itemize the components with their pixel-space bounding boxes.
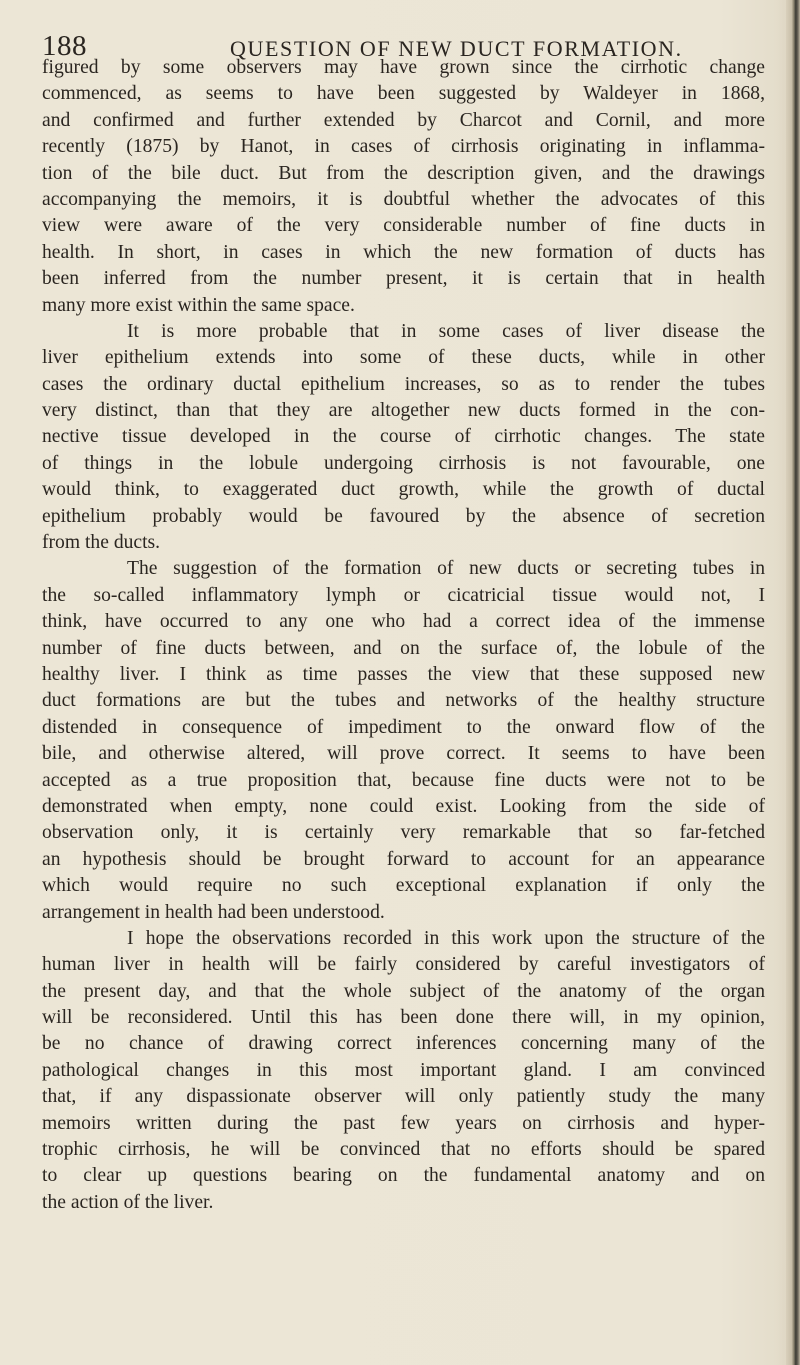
text-line: memoirs written during the past few years on cirrhosis and hyper- [42,1112,765,1134]
text-line: epithelium probably would be favoured by the absence of secretion [42,505,765,527]
paragraph [42,926,765,1216]
text-line: The suggestion of the formation of new ducts or secreting tubes in [127,558,765,580]
text-line: which would require no such exceptional explanation if only the [42,875,765,897]
text-line: tion of the bile duct. But from the description given, and the drawings [42,162,765,184]
text-line: It is more probable that in some cases of liver disease the [127,320,765,342]
book-gutter [786,0,800,1365]
body-text [42,55,765,1216]
text-line: bile, and otherwise altered, will prove correct. It seems to have been [42,743,765,765]
text-line: would think, to exaggerated duct growth, while the growth of ductal [42,479,765,501]
text-line: been inferred from the number present, it is certain that in health [42,268,765,290]
text-line: accompanying the memoirs, it is doubtful whether the advocates of this [42,188,765,210]
text-line: many more exist within the same space. [42,294,355,316]
text-line: and confirmed and further extended by Charcot and Cornil, and more [42,109,765,131]
text-line: very distinct, than that they are altogether new ducts formed in the con- [42,400,765,422]
text-line: think, have occurred to any one who had a correct idea of the immense [42,611,765,633]
text-line: liver epithelium extends into some of these ducts, while in other [42,347,765,369]
text-line: demonstrated when empty, none could exist. Looking from the side of [42,795,765,817]
text-line: number of fine ducts between, and on the surface of, the lobule of the [42,637,765,659]
text-line: arrangement in health had been understood. [42,901,385,923]
text-line: of things in the lobule undergoing cirrhosis is not favourable, one [42,452,765,474]
running-title: QUESTION OF NEW DUCT FORMATION. [230,36,683,61]
text-line: cases the ordinary ductal epithelium increases, so as to render the tubes [42,373,765,395]
text-line: recently (1875) by Hanot, in cases of cirrhosis originating in inflamma- [42,136,765,158]
text-line: the so-called inflammatory lymph or cicatricial tissue would not, I [42,584,765,606]
text-line: observation only, it is certainly very remarkable that so far-fetched [42,822,765,844]
text-line: figured by some observers may have grown since the cirrhotic change [42,57,765,78]
text-line: distended in consequence of impediment to the onward flow of the [42,716,765,738]
paragraph [42,319,765,557]
text-line: health. In short, in cases in which the new formation of ducts has [42,241,765,263]
text-line: duct formations are but the tubes and networks of the healthy structure [42,690,765,712]
text-line: healthy liver. I think as time passes the view that these supposed new [42,663,765,685]
text-line: to clear up questions bearing on the fundamental anatomy and on [42,1165,765,1187]
text-line: from the ducts. [42,532,161,554]
text-line: human liver in health will be fairly considered by careful investigators of [42,954,765,976]
text-line: nective tissue developed in the course of cirrhotic changes. The state [42,426,765,448]
text-line: commenced, as seems to have been suggested by Waldeyer in 1868, [42,83,765,105]
paragraph [42,55,765,319]
text-line: will be reconsidered. Until this has been done there will, in my opinion, [42,1007,765,1029]
page-number: 188 [42,30,87,62]
text-line: I hope the observations recorded in this work upon the structure of the [127,927,765,949]
text-line: the action of the liver. [42,1191,214,1213]
text-line: the present day, and that the whole subject of the anatomy of the organ [42,980,765,1002]
text-line: view were aware of the very considerable number of fine ducts in [42,215,765,237]
text-line: pathological changes in this most important gland. I am convinced [42,1059,765,1081]
text-line: an hypothesis should be brought forward to account for an appearance [42,848,765,870]
text-line: that, if any dispassionate observer will only patiently study the many [42,1086,765,1108]
text-line: accepted as a true proposition that, because fine ducts were not to be [42,769,765,791]
paragraph [42,556,765,925]
text-line: trophic cirrhosis, he will be convinced that no efforts should be spared [42,1139,765,1161]
text-line: be no chance of drawing correct inferences concerning many of the [42,1033,765,1055]
